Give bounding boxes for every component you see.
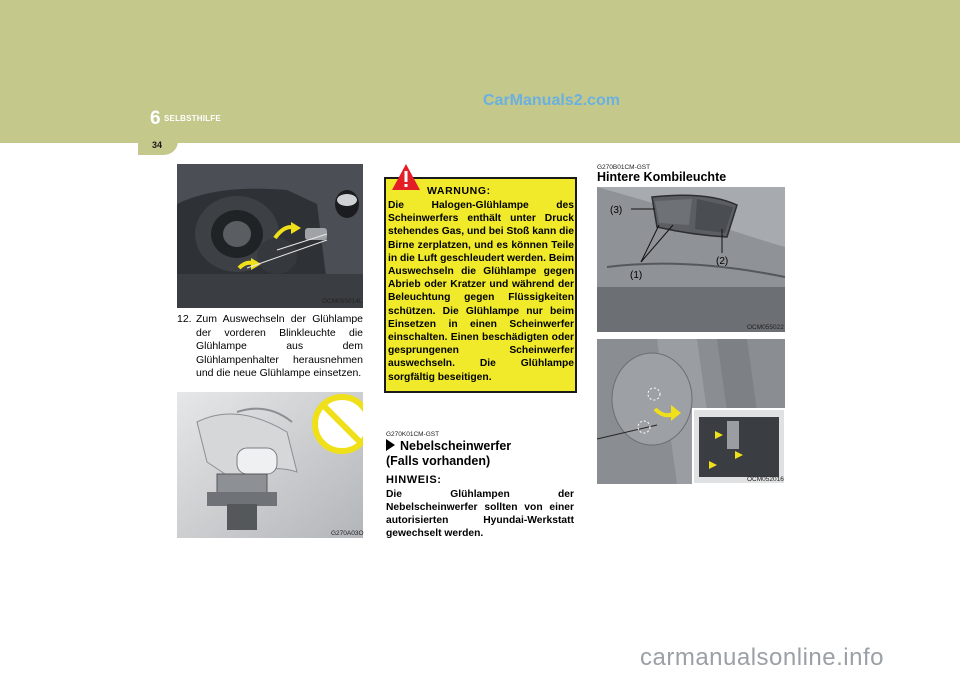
section-subheading-fog: (Falls vorhanden) [386,454,491,468]
figure-code-bulb: G270A03O [331,530,364,537]
note-text: Die Glühlampen der Nebelscheinwerfer sollten von einer autorisierten Hyundai-Werkstatt gewechselt werden. [386,489,574,539]
step-number: 12. [177,313,192,325]
figure-code-rear-lamp: OCM055022 [747,324,784,331]
chapter-number: 6 [150,108,161,129]
header-band [0,0,960,143]
page-number: 34 [152,140,163,150]
section-heading-rear: Hintere Kombileuchte [597,170,727,184]
callout-2: (2) [716,256,729,267]
section-heading-fog [386,439,511,454]
watermark-link-bottom[interactable]: carmanualsonline.info [640,644,884,671]
callout-3: (3) [610,205,623,216]
figure-code-trunk: OCM052016 [747,476,784,483]
watermark-link-top[interactable]: CarManuals2.com [483,92,620,109]
bulb-handling-photo [177,392,363,538]
callout-1: (1) [630,270,643,281]
bullet-arrow-icon [386,439,395,451]
figure-code-headlamp: OCM055014L [322,298,363,305]
warning-title: WARNUNG: [427,185,491,197]
note-label: HINWEIS: [386,474,442,486]
section-code-rear: G270B01CM-GST [597,164,651,171]
warning-text: Die Halogen-Glühlampe des Scheinwerfers enthält unter Druck stehendes Gas, und bei Stoß kann die Birne zerplatzen, und es können Teile in die Luft geschleudert werden. Beim Auswechseln die Glühlampe gegen Abrieb oder Kratzer und während der Beleuchtung gegen Flüssigkeiten schützen. Die Glühlampe nur beim Einsetzen in einen Scheinwerfer einschalten. Einen beschädigten oder gesprungenen Scheinwerfer auswechseln. Die Glühlampe sorgfältig beseitigen. [388,200,574,383]
chapter-title: SELBSTHILFE [164,114,221,123]
heading-line1: Nebelscheinwerfer [400,439,512,453]
headlamp-photo [177,164,363,308]
step-text: Zum Auswechseln der Glühlampe der vorderen Blinkleuchte die Glühlampe aus dem Glühlampenhalter herausnehmen und die neue Glühlampe einsetzen. [196,313,363,379]
rear-lamp-photo [597,187,785,332]
step-12 [177,313,363,381]
warning-icon [391,163,421,191]
section-code-fog: G270K01CM-GST [386,431,440,438]
trunk-panel-photo [597,339,785,484]
